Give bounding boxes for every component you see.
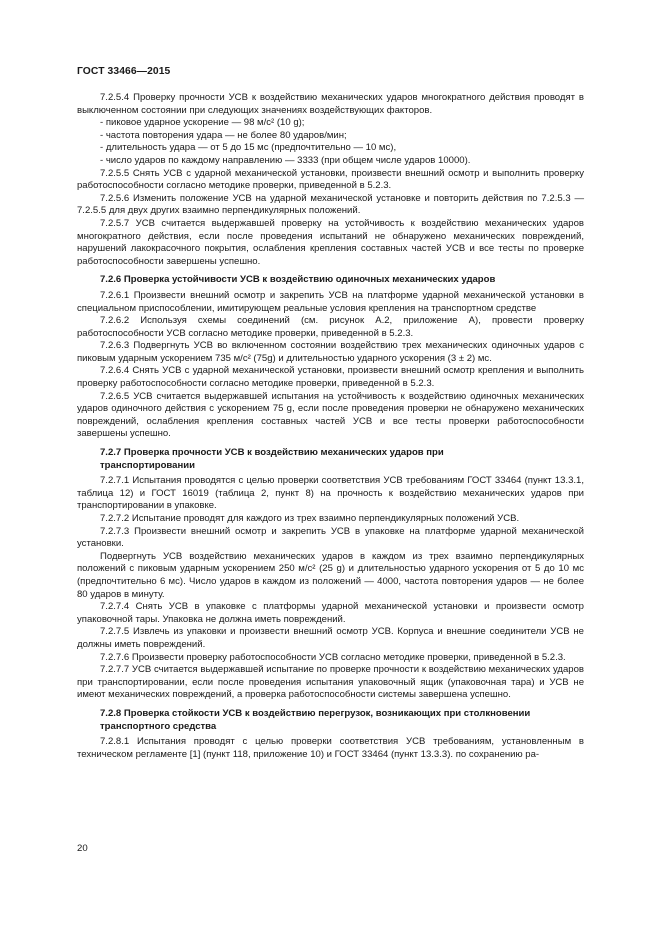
paragraph-7-2-8-1: 7.2.8.1 Испытания проводят с целью проверки соответствия УСВ требованиям, установленным в техническом регламенте [1] (пункт 118, приложение 10) и ГОСТ 33464 (пункт 13.3.3). по сохранению ра- (77, 736, 584, 760)
paragraph-7-2-7-3: 7.2.7.3 Произвести внешний осмотр и закрепить УСВ в упаковке на платформе ударной механической установки. (77, 525, 584, 550)
shock-parameters-list (77, 117, 584, 167)
section-heading-7-2-7-line2: транспортировании (100, 459, 195, 471)
section-heading-7-2-7-line1: 7.2.7 Проверка прочности УСВ к воздействию механических ударов при (100, 447, 444, 459)
paragraph-7-2-7-6: 7.2.7.6 Произвести проверку работоспособности УСВ согласно методике проверки, приведенной в 5.2.3. (100, 651, 566, 663)
paragraph-7-2-5-5: 7.2.5.5 Снять УСВ с ударной механической установки, произвести внешний осмотр и выполнить проверку работоспособности согласно методике проверки, приведенной в 5.2.3. (77, 167, 584, 192)
section-heading-7-2-8-line1: 7.2.8 Проверка стойкости УСВ к воздействию перегрузок, возникающих при столкновении (100, 707, 531, 719)
paragraph-7-2-5-4: 7.2.5.4 Проверку прочности УСВ к воздействию механических ударов многократного действия проводят в выключенном состоянии при следующих значениях воздействующих факторов. (77, 92, 584, 116)
paragraph-7-2-6-5: 7.2.6.5 УСВ считается выдержавшей испытания на устойчивость к воздействию одиночных механических ударов одиночного действия с ускорением 75 g, если после проведения проверки не обнаружено механических повреждений, ослабления крепления составных частей УСВ и все тесты проверки работоспособности завершены успешно. (77, 390, 584, 440)
paragraph-7-2-6-4: 7.2.6.4 Снять УСВ с ударной механической установки, произвести внешний осмотр крепления и выполнить проверку работоспособности согласно методике проверки, приведенной в 5.2.3. (77, 365, 584, 390)
paragraph-7-2-7-1: 7.2.7.1 Испытания проводятся с целью проверки соответствия УСВ требованиям ГОСТ 33464 (пункт 13.3.1, таблица 12) и ГОСТ 16019 (таблица 2, пункт 8) на прочность к воздействию механических ударов при транспортировании в упаковке. (77, 475, 584, 512)
paragraph-7-2-7-4: 7.2.7.4 Снять УСВ в упаковке с платформы ударной механической установки и произвести осмотр упаковочной тары. Упаковка не должна иметь повреждений. (77, 601, 584, 625)
section-heading-7-2-8-line2: транспортного средства (100, 720, 217, 732)
list-item: - число ударов по каждому направлению — 3333 (при общем числе ударов 10000). (100, 154, 471, 166)
paragraph-7-2-5-7: 7.2.5.7 УСВ считается выдержавшей проверку на устойчивость к воздействию механических ударов многократного действия, если после проведения испытаний не обнаружено механических повреждений, нарушений лакокрасочного покрытия, ослабления крепления составных частей УСВ и все тесты по проверке работоспособности завершены успешно. (77, 217, 584, 267)
document-header: ГОСТ 33466—2015 (77, 66, 171, 77)
list-item: - длительность удара — от 5 до 15 мс (предпочтительно — 10 мс), (100, 142, 397, 154)
document-body (77, 92, 584, 761)
paragraph-7-2-6-1: 7.2.6.1 Произвести внешний осмотр и закрепить УСВ на платформе ударной механической установки в специальном приспособлении, имитирующем реальные условия крепления на транспортном средстве (77, 289, 584, 314)
paragraph-7-2-7-5: 7.2.7.5 Извлечь из упаковки и произвести внешний осмотр УСВ. Корпуса и внешние соединители УСВ не должны иметь повреждений. (77, 626, 584, 650)
section-heading-7-2-8 (77, 708, 584, 733)
paragraph-7-2-5-6: 7.2.5.6 Изменить положение УСВ на ударной механической установке и повторить действия по 7.2.5.3 — 7.2.5.5 для двух других взаимно перпендикулярных положений. (77, 192, 584, 217)
section-heading-7-2-6: 7.2.6 Проверка устойчивости УСВ к воздействию одиночных механических ударов (100, 274, 496, 286)
paragraph-7-2-6-3: 7.2.6.3 Подвергнуть УСВ во включенном состоянии воздействию трех механических одиночных ударов с пиковым ударным ускорением 735 м/с² (75g) и длительностью ударного ускорения (3 ± 2) мс. (77, 340, 584, 364)
paragraph-7-2-7-2: 7.2.7.2 Испытание проводят для каждого из трех взаимно перпендикулярных положений УСВ. (100, 513, 520, 524)
page-number: 20 (77, 843, 88, 854)
list-item: - частота повторения удара — не более 80 ударов/мин; (100, 129, 347, 141)
paragraph-7-2-6-2: 7.2.6.2 Используя схемы соединений (см. рисунок А.2, приложение А), провести проверку работоспособности УСВ согласно методике проверки, приведенной в 5.2.3. (77, 315, 584, 339)
paragraph-7-2-7-3-cont: Подвергнуть УСВ воздействию механических ударов в каждом из трех взаимно перпендикулярных положений с пиковым ударным ускорением 250 м/с² (25 g) и длительностью ударного ускорения от 5 до 10 мс (предпочтительно 6 мс). Число ударов в каждом из положений — 4000, частота повторения ударов — не более 80 ударов в минуту. (77, 550, 584, 600)
paragraph-7-2-7-7: 7.2.7.7 УСВ считается выдержавшей испытание по проверке прочности к воздействию механических ударов при транспортировании, если после проведения испытания упаковочный ящик (упаковочная тара) и УСВ не имеют механических повреждений, а проверка работоспособности системы завершена успешно. (77, 664, 584, 701)
section-heading-7-2-7 (77, 447, 584, 472)
list-item: - пиковое ударное ускорение — 98 м/с² (10 g); (100, 117, 305, 129)
